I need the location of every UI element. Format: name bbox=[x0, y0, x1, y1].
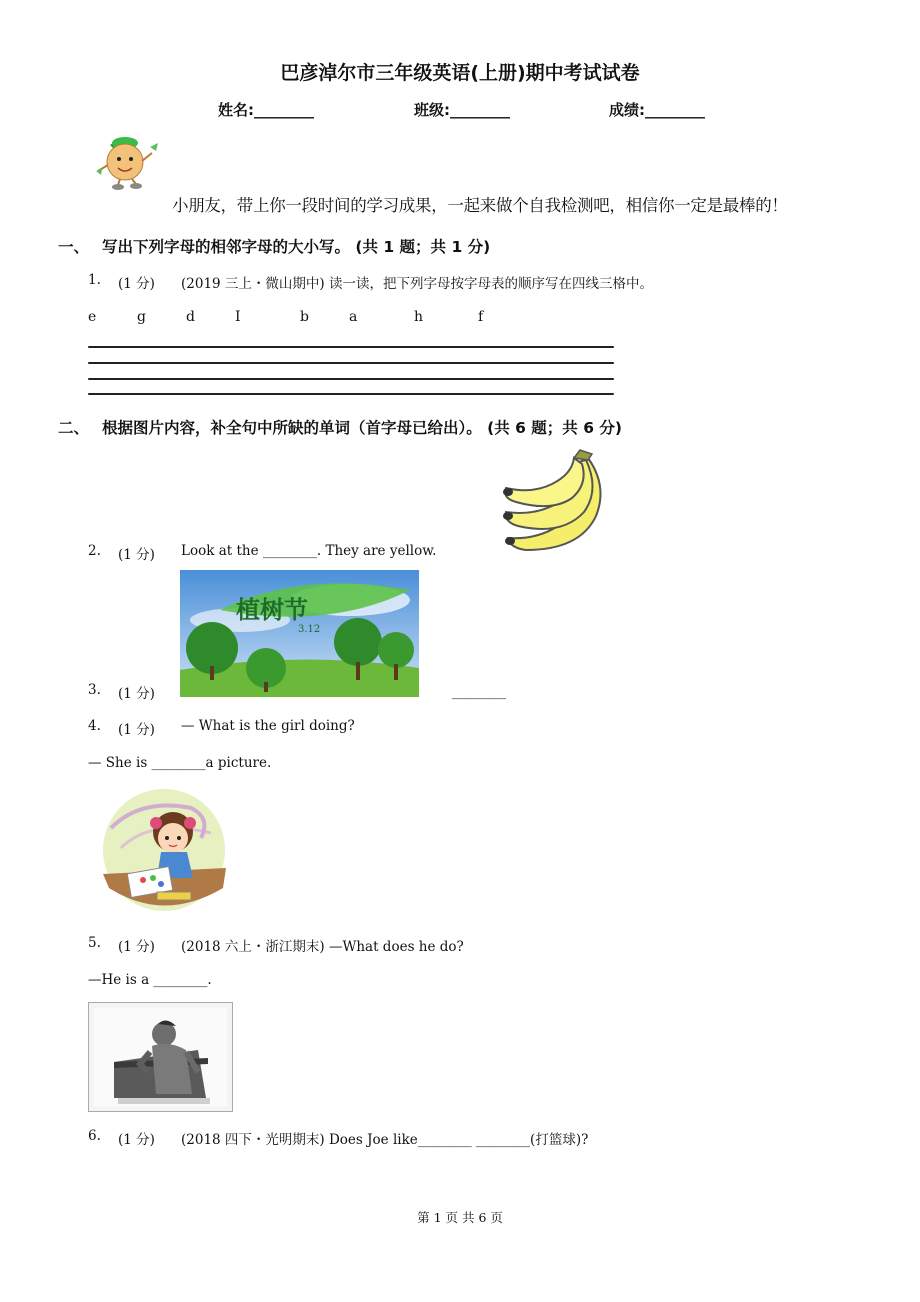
letter-item: I bbox=[235, 309, 241, 325]
q1-text: (2019 三上・微山期中) 读一读，把下列字母按字母表的顺序写在四线三格中。 bbox=[181, 276, 653, 292]
q6-points: (1 分) bbox=[118, 1132, 155, 1148]
tree-planting-day-image bbox=[180, 570, 419, 697]
mascot-illustration bbox=[94, 131, 168, 197]
letter-item: a bbox=[349, 309, 358, 325]
name-field-label: 姓名:________ bbox=[218, 101, 314, 119]
q1-letter-row bbox=[0, 309, 920, 329]
score-field-label: 成绩:________ bbox=[609, 101, 705, 119]
letter-item: b bbox=[300, 309, 309, 325]
q3-points: (1 分) bbox=[118, 686, 155, 702]
page-title: 巴彦淖尔市三年级英语(上册)期中考试试卷 bbox=[280, 62, 640, 84]
class-field-label: 班级:________ bbox=[414, 101, 510, 119]
q4-answer-line: — She is ________a picture. bbox=[88, 755, 272, 771]
letter-item: g bbox=[137, 309, 146, 325]
girl-drawing-image bbox=[101, 788, 228, 913]
grid-line bbox=[88, 378, 614, 380]
q4-points: (1 分) bbox=[118, 722, 155, 738]
letter-item: e bbox=[88, 309, 97, 325]
grid-line bbox=[88, 362, 614, 364]
q1-points: (1 分) bbox=[118, 276, 155, 292]
greeting-text: 小朋友，带上你一段时间的学习成果，一起来做个自我检测吧，相信你一定是最棒的！ bbox=[172, 196, 788, 215]
q2-text: Look at the ________. They are yellow. bbox=[181, 543, 437, 559]
banana-image bbox=[496, 446, 618, 558]
section-1-number: 一、 bbox=[58, 238, 90, 256]
section-2-number: 二、 bbox=[58, 419, 90, 437]
q5-points: (1 分) bbox=[118, 939, 155, 955]
q6-number: 6. bbox=[88, 1128, 101, 1144]
q5-number: 5. bbox=[88, 935, 101, 951]
q2-number: 2. bbox=[88, 543, 101, 559]
q6-text: (2018 四下・光明期末) Does Joe like________ ________(打篮球)? bbox=[181, 1132, 589, 1148]
q4-question: — What is the girl doing? bbox=[181, 718, 355, 734]
q2-points: (1 分) bbox=[118, 547, 155, 563]
grid-line bbox=[88, 393, 614, 395]
q4-number: 4. bbox=[88, 718, 101, 734]
section-2-heading: 根据图片内容，补全句中所缺的单词（首字母已给出）。 (共 6 题；共 6 分) bbox=[102, 419, 622, 437]
q1-number: 1. bbox=[88, 272, 101, 288]
q5-question: (2018 六上・浙江期末) —What does he do? bbox=[181, 939, 464, 955]
image-banner-text: 植树节 bbox=[236, 596, 308, 624]
q3-number: 3. bbox=[88, 682, 101, 698]
letter-item: d bbox=[186, 309, 195, 325]
q5-answer-line: —He is a ________. bbox=[88, 972, 212, 988]
letter-item: h bbox=[414, 309, 424, 325]
q3-answer-blank: ________ bbox=[452, 684, 506, 700]
page-footer: 第 1 页 共 6 页 bbox=[417, 1210, 503, 1225]
image-banner-date: 3.12 bbox=[298, 624, 321, 635]
letter-item: f bbox=[478, 309, 484, 325]
section-1-heading: 写出下列字母的相邻字母的大小写。 (共 1 题；共 1 分) bbox=[102, 238, 491, 256]
man-photo-image bbox=[88, 1002, 233, 1112]
grid-line bbox=[88, 346, 614, 348]
